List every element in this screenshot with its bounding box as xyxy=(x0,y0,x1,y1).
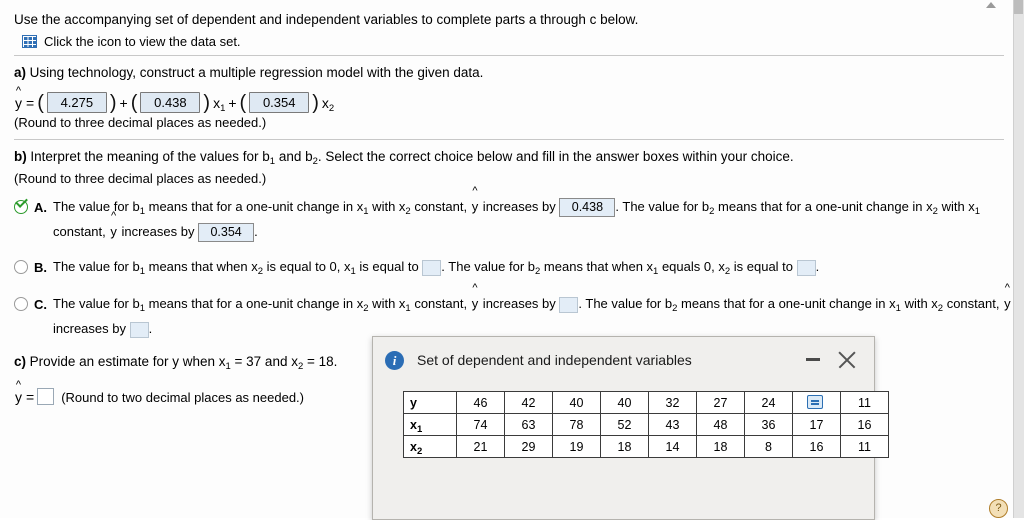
cell: 40 xyxy=(601,392,649,414)
row-label-y: y xyxy=(404,392,457,414)
variable-x2: $x_2$ xyxy=(321,94,335,114)
choice-a-yhat-2: ^ y xyxy=(109,220,118,243)
part-a-rounding-note: (Round to three decimal places as needed.) xyxy=(14,115,267,130)
choice-b-radio[interactable] xyxy=(14,260,28,274)
dataset-link-label[interactable]: Click the icon to view the data set. xyxy=(44,34,241,49)
answer-choices xyxy=(14,195,1014,340)
scrollbar-track[interactable] xyxy=(1013,0,1024,518)
choice-c-yhat-2: ^ y xyxy=(1003,292,1012,315)
info-icon: i xyxy=(385,351,404,370)
cell: 18 xyxy=(601,436,649,458)
cell: 19 xyxy=(553,436,601,458)
regression-equation xyxy=(14,92,1014,113)
copy-to-spreadsheet-icon[interactable] xyxy=(807,395,823,409)
choice-c-value-2[interactable] xyxy=(130,322,149,338)
problem-intro: Use the accompanying set of dependent and independent variables to complete parts a through c below. xyxy=(14,12,639,27)
cell: 11 xyxy=(841,392,889,414)
choice-c-yhat-1: ^ y xyxy=(471,292,480,315)
dialog-window-controls xyxy=(806,349,862,371)
cell: 63 xyxy=(505,414,553,436)
cell: 74 xyxy=(457,414,505,436)
part-c-equals: = xyxy=(26,388,35,405)
y-hat-symbol: ^ y xyxy=(14,95,23,111)
cell: 16 xyxy=(841,414,889,436)
choice-a-yhat-1: ^ y xyxy=(471,195,480,218)
part-c-answer-input[interactable] xyxy=(37,388,54,405)
cell: 36 xyxy=(745,414,793,436)
choice-a-radio[interactable] xyxy=(14,200,28,214)
part-c-yhat-symbol: ^ y xyxy=(14,389,23,405)
table-grid-icon[interactable] xyxy=(22,35,37,48)
cell: 11 xyxy=(841,436,889,458)
part-a-text: Using technology, construct a multiple regression model with the given data. xyxy=(29,65,484,80)
open-paren-3: ( xyxy=(239,91,247,114)
cell: 8 xyxy=(745,436,793,458)
open-paren-1: ( xyxy=(37,91,44,114)
collapse-caret-icon[interactable] xyxy=(986,2,996,8)
choice-b-value-2[interactable] xyxy=(797,260,816,276)
choice-a-value-2[interactable]: 0.354 xyxy=(198,223,254,242)
cell: 43 xyxy=(649,414,697,436)
cell: 24 xyxy=(745,392,793,414)
part-c-rounding-note: (Round to two decimal places as needed.) xyxy=(61,389,304,405)
part-b-label: b) xyxy=(14,149,27,164)
help-badge[interactable]: ? xyxy=(989,499,1008,518)
choice-b-text: The value for $b_1$ means that when $x_2$ is equal to 0, $x_1$ is equal to . The value for $b_2$ means that when $x_1$ equals 0, $x_2$ is equal to . xyxy=(53,259,820,277)
coefficient-2-input[interactable]: 0.354 xyxy=(249,92,309,113)
cell: 32 xyxy=(649,392,697,414)
choice-a-value-1[interactable]: 0.438 xyxy=(559,198,615,217)
minimize-button[interactable] xyxy=(806,358,820,363)
intercept-input[interactable]: 4.275 xyxy=(47,92,107,113)
table-row xyxy=(404,414,889,436)
open-paren-2: ( xyxy=(130,91,138,114)
dataset-dialog xyxy=(372,336,875,520)
choice-b-value-1[interactable] xyxy=(422,260,441,276)
choice-c[interactable] xyxy=(14,292,1014,340)
plus-sign-2: + xyxy=(228,94,237,111)
coefficient-1-input[interactable]: 0.438 xyxy=(140,92,200,113)
part-b-text: Interpret the meaning of the values for $b_1$ and $b_2$. Select the correct choice below and fill in the answer boxes within your choice. xyxy=(30,149,794,167)
choice-c-radio[interactable] xyxy=(14,297,28,311)
dialog-header xyxy=(373,337,874,383)
part-a-heading xyxy=(14,63,1014,83)
cell: 42 xyxy=(505,392,553,414)
cell: 48 xyxy=(697,414,745,436)
variable-x1: $x_1$ xyxy=(213,94,226,114)
choice-c-text: The value for $b_1$ means that for a one-unit change in $x_2$ with $x_1$ constant, ^ y increases by . The value for $b_2$ means that for a one-unit change in $x_1$ with $x_2$ constant, ^ y increases by . xyxy=(53,292,1013,340)
cell: 18 xyxy=(697,436,745,458)
cell: 52 xyxy=(601,414,649,436)
cell: 17 xyxy=(793,414,841,436)
part-b-heading xyxy=(14,147,1014,169)
close-paren-1: ) xyxy=(109,91,117,114)
choice-a[interactable] xyxy=(14,195,1014,243)
close-icon[interactable] xyxy=(836,349,858,371)
part-b-rounding-note: (Round to three decimal places as needed.) xyxy=(14,171,267,186)
cell: 21 xyxy=(457,436,505,458)
cell: 27 xyxy=(697,392,745,414)
cell: 14 xyxy=(649,436,697,458)
row-label-x1: $x_1$ xyxy=(404,414,457,436)
section-divider-top xyxy=(14,55,1004,56)
part-c-label: c) xyxy=(14,354,27,369)
dataset-link-row[interactable] xyxy=(22,34,1014,49)
choice-a-letter: A. xyxy=(34,200,47,215)
choice-b[interactable] xyxy=(14,255,1014,280)
cell: 78 xyxy=(553,414,601,436)
choice-a-text: The value for $b_1$ means that for a one-unit change in $x_1$ with $x_2$ constant, ^ y increases by 0.438 . The value for $b_2$ means that for a one-unit change in $x_2$ with $x_1$ constant, ^ y increases by 0.354 . xyxy=(53,195,1013,243)
section-divider-middle xyxy=(14,139,1004,140)
row-label-x2: $x_2$ xyxy=(404,436,457,458)
choice-c-letter: C. xyxy=(34,297,47,312)
cell: 29 xyxy=(505,436,553,458)
close-paren-2: ) xyxy=(203,91,211,114)
plus-sign-1: + xyxy=(119,94,128,111)
dialog-title: Set of dependent and independent variables xyxy=(417,352,692,368)
cell: 16 xyxy=(793,436,841,458)
part-a-label: a) xyxy=(14,65,27,80)
choice-c-value-1[interactable] xyxy=(559,297,578,313)
equals-sign: = xyxy=(26,94,35,111)
scrollbar-thumb[interactable] xyxy=(1014,0,1023,14)
choice-b-letter: B. xyxy=(34,260,47,275)
dialog-body xyxy=(373,383,874,458)
close-paren-3: ) xyxy=(312,91,319,114)
part-c-text: Provide an estimate for y when $x_1 = 37$ and $x_2 = 18$. xyxy=(29,354,338,372)
table-row xyxy=(404,436,889,458)
cell: 40 xyxy=(553,392,601,414)
cell: 46 xyxy=(457,392,505,414)
